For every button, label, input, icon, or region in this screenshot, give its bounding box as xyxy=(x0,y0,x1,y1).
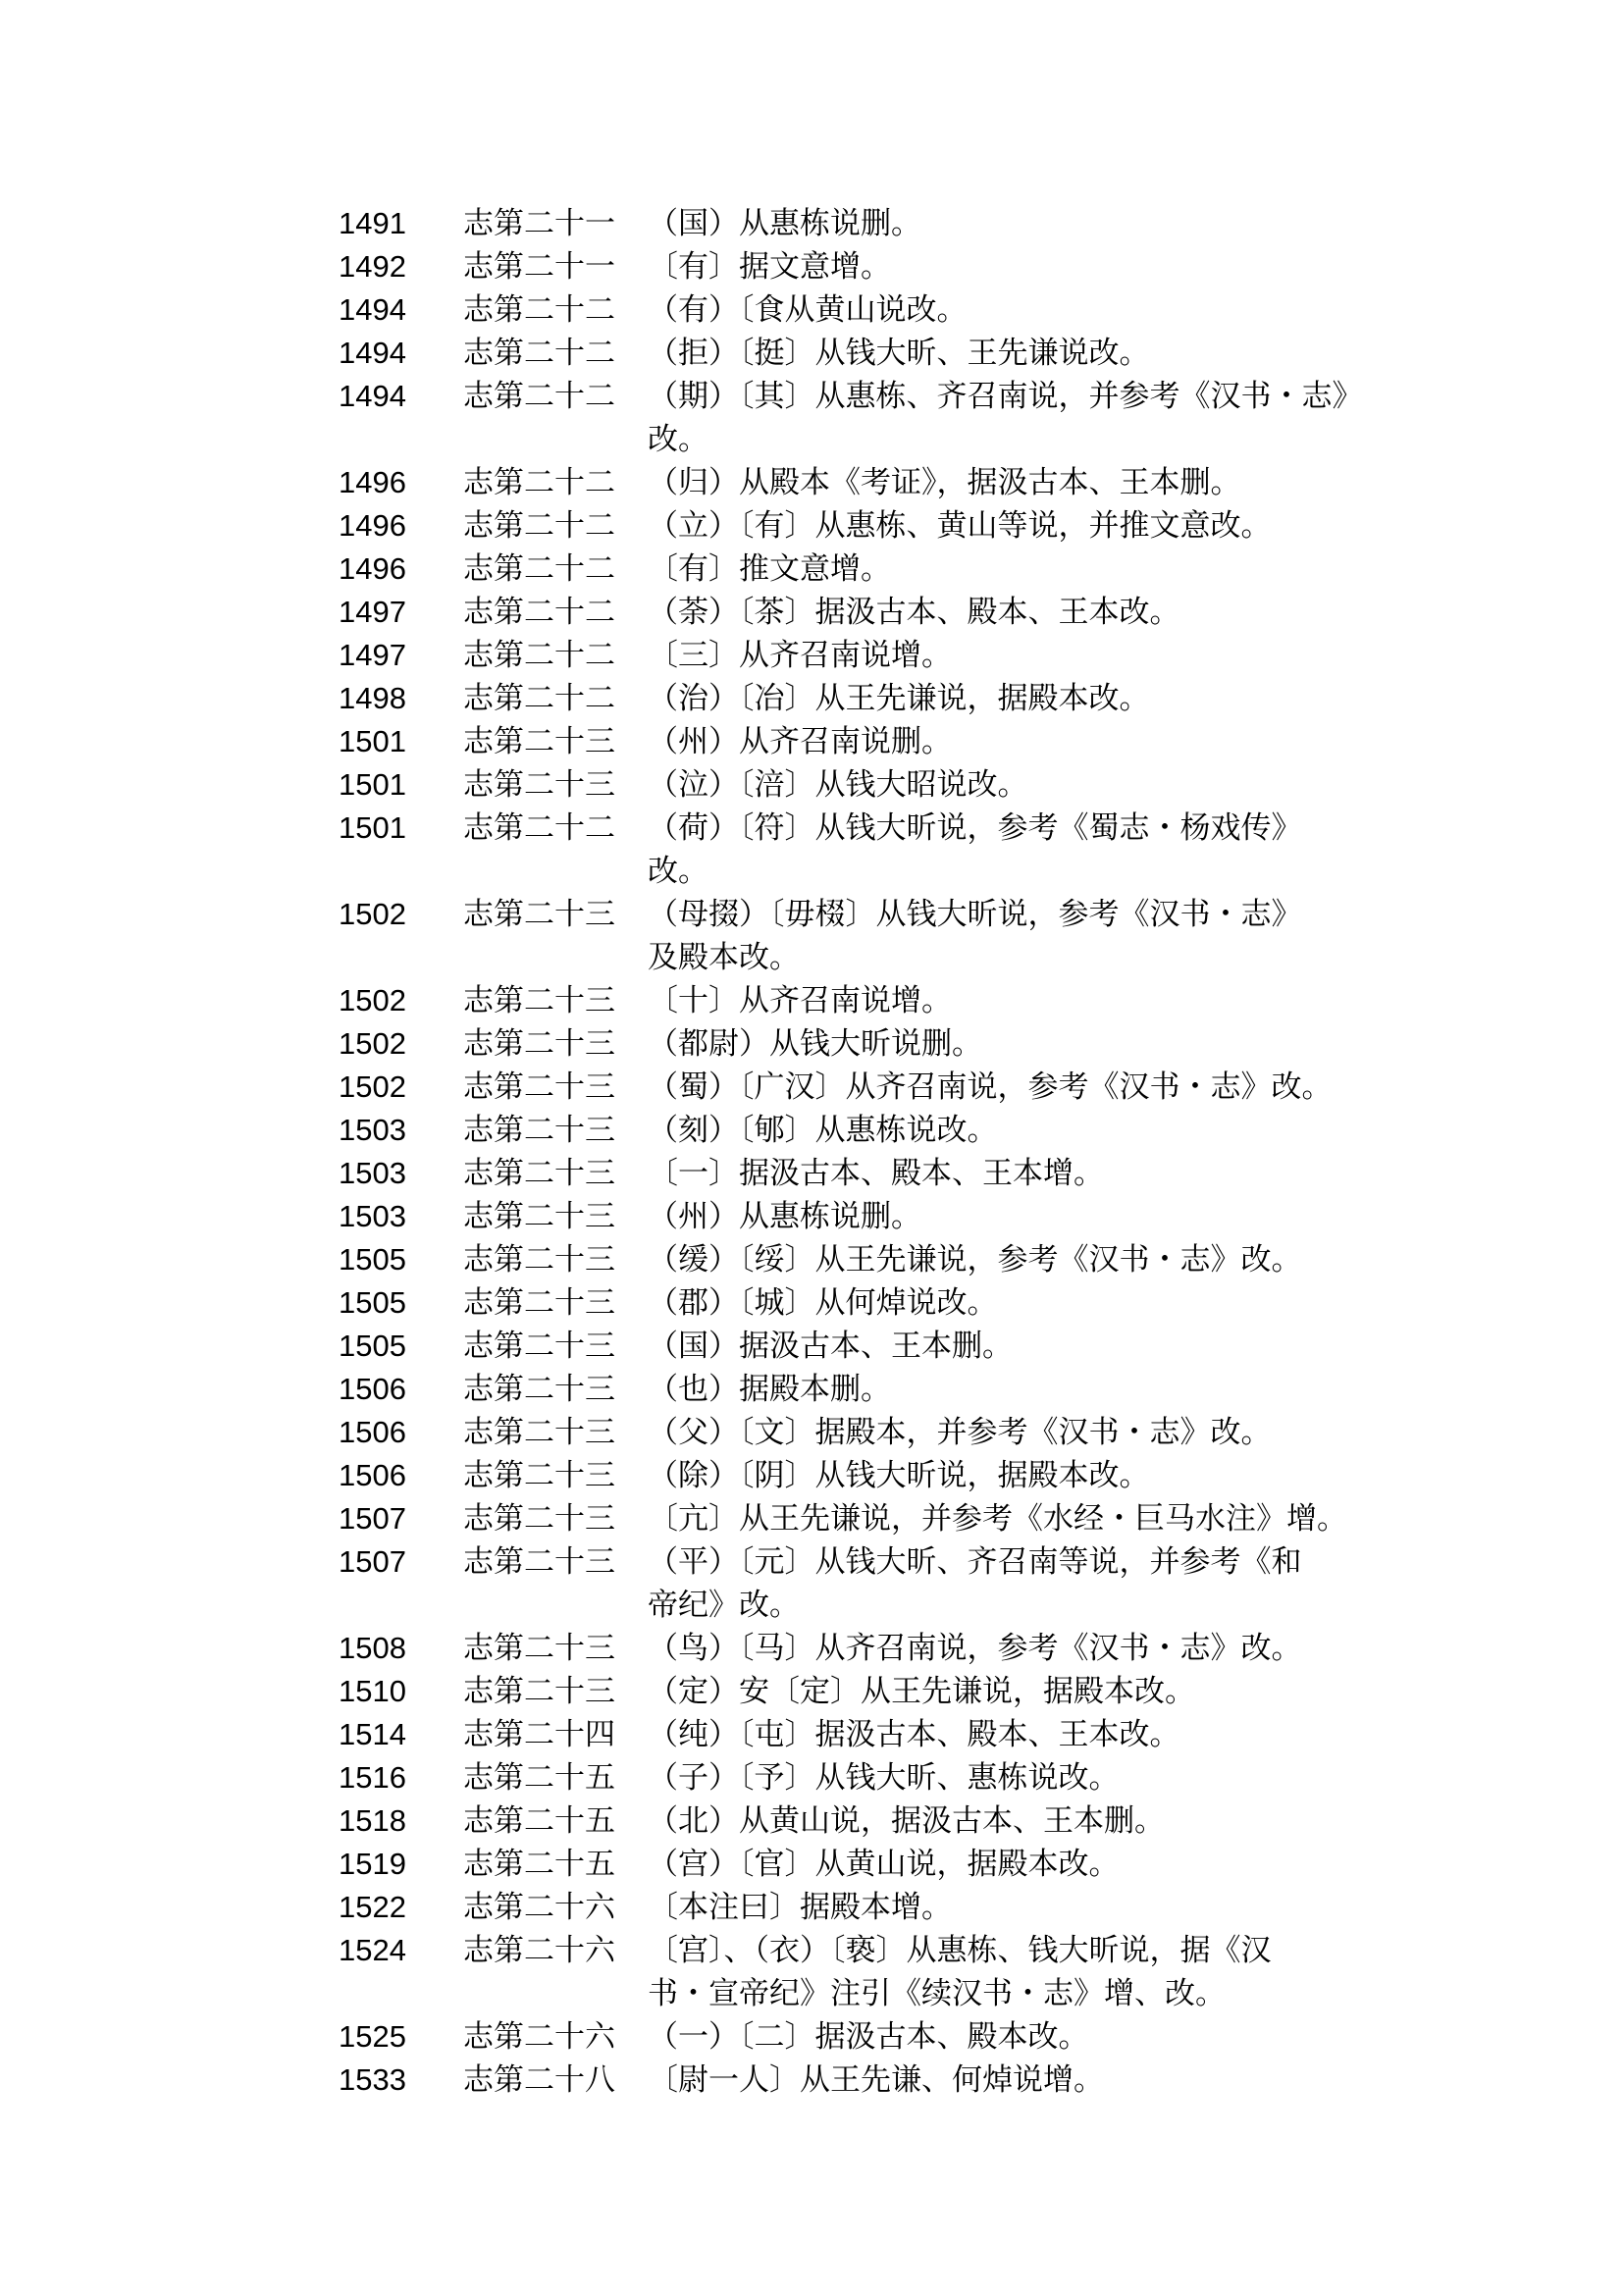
note-row xyxy=(339,504,1379,547)
page-number: 1506 xyxy=(339,1372,406,1406)
note-row xyxy=(339,1066,1379,1109)
note-row xyxy=(339,763,1379,807)
chapter-name: 志第二十三 xyxy=(463,1199,615,1234)
note-text xyxy=(648,1325,1379,1368)
note-text-line: 改。 xyxy=(648,422,708,457)
note-row xyxy=(339,1670,1379,1713)
note-row xyxy=(339,1756,1379,1799)
page-number: 1525 xyxy=(339,2019,406,2054)
chapter-name: 志第二十三 xyxy=(463,1026,615,1062)
note-text xyxy=(648,677,1379,720)
note-text-line: （除）〔阴〕从钱大昕说，据殿本改。 xyxy=(648,1458,1150,1493)
page-number: 1514 xyxy=(339,1717,406,1751)
note-text xyxy=(648,1670,1379,1713)
page-number: 1518 xyxy=(339,1803,406,1838)
note-text xyxy=(648,1627,1379,1670)
note-text-line: 〔有〕据文意增。 xyxy=(648,249,891,285)
page-number: 1533 xyxy=(339,2062,406,2097)
note-text xyxy=(648,1929,1379,2015)
note-row xyxy=(339,893,1379,979)
note-row xyxy=(339,1281,1379,1325)
page-number: 1516 xyxy=(339,1760,406,1795)
note-text xyxy=(648,1540,1379,1627)
chapter-name: 志第二十四 xyxy=(463,1717,615,1752)
page-number: 1494 xyxy=(339,336,406,370)
note-text-line: （期）〔其〕从惠栋、齐召南说，并参考《汉书・志》 xyxy=(648,379,1363,414)
note-row xyxy=(339,807,1379,893)
note-row xyxy=(339,1195,1379,1238)
note-row xyxy=(339,375,1379,461)
chapter-name: 志第二十三 xyxy=(463,1458,615,1493)
note-text xyxy=(648,1454,1379,1497)
note-text-line: （定）安〔定〕从王先谦说，据殿本改。 xyxy=(648,1674,1195,1709)
note-text-line: （州）从齐召南说删。 xyxy=(648,724,952,759)
page-number: 1506 xyxy=(339,1458,406,1492)
note-text-line: 〔一〕据汲古本、殿本、王本增。 xyxy=(648,1156,1104,1191)
note-text-line: （刻）〔郇〕从惠栋说改。 xyxy=(648,1113,998,1148)
page-number: 1507 xyxy=(339,1544,406,1579)
collation-notes-list xyxy=(339,202,1379,2102)
chapter-name: 志第二十三 xyxy=(463,1113,615,1148)
chapter-name: 志第二十三 xyxy=(463,1329,615,1364)
note-text xyxy=(648,763,1379,807)
note-text xyxy=(648,2015,1379,2059)
note-text-line: （缓）〔绥〕从王先谦说，参考《汉书・志》改。 xyxy=(648,1242,1302,1277)
note-row xyxy=(339,1454,1379,1497)
note-text-line: 及殿本改。 xyxy=(648,940,800,975)
note-text xyxy=(648,1368,1379,1411)
note-text xyxy=(648,1886,1379,1929)
note-text xyxy=(648,1497,1379,1540)
chapter-name: 志第二十三 xyxy=(463,1372,615,1407)
chapter-name: 志第二十三 xyxy=(463,1242,615,1277)
note-text xyxy=(648,2059,1379,2102)
note-text-line: （国）据汲古本、王本删。 xyxy=(648,1329,1013,1364)
chapter-name: 志第二十三 xyxy=(463,1544,615,1580)
note-text xyxy=(648,1713,1379,1756)
chapter-name: 志第二十六 xyxy=(463,1890,615,1925)
page-number: 1498 xyxy=(339,681,406,715)
page-number: 1503 xyxy=(339,1156,406,1190)
note-row xyxy=(339,2059,1379,2102)
note-text xyxy=(648,979,1379,1022)
note-text xyxy=(648,202,1379,245)
note-text xyxy=(648,1022,1379,1066)
note-row xyxy=(339,677,1379,720)
chapter-name: 志第二十二 xyxy=(463,551,615,587)
note-text xyxy=(648,1238,1379,1281)
note-row xyxy=(339,332,1379,375)
note-text xyxy=(648,807,1379,893)
page-number: 1501 xyxy=(339,724,406,758)
note-text-line: 〔本注曰〕据殿本增。 xyxy=(648,1890,952,1925)
chapter-name: 志第二十五 xyxy=(463,1803,615,1839)
chapter-name: 志第二十二 xyxy=(463,336,615,371)
note-text-line: （拒）〔挺〕从钱大昕、王先谦说改。 xyxy=(648,336,1150,371)
note-row xyxy=(339,1713,1379,1756)
note-row xyxy=(339,1497,1379,1540)
note-text-line: （也）据殿本删。 xyxy=(648,1372,891,1407)
note-row xyxy=(339,547,1379,591)
note-row xyxy=(339,1325,1379,1368)
note-text xyxy=(648,1195,1379,1238)
note-row xyxy=(339,2015,1379,2059)
note-text xyxy=(648,1756,1379,1799)
page-number: 1503 xyxy=(339,1199,406,1233)
page-number: 1508 xyxy=(339,1631,406,1665)
page-number: 1507 xyxy=(339,1501,406,1536)
page-number: 1494 xyxy=(339,379,406,413)
note-row xyxy=(339,1411,1379,1454)
note-text xyxy=(648,245,1379,288)
chapter-name: 志第二十三 xyxy=(463,897,615,932)
note-text-line: 〔尉一人〕从王先谦、何焯说增。 xyxy=(648,2062,1104,2098)
note-text xyxy=(648,1411,1379,1454)
note-row xyxy=(339,634,1379,677)
note-text xyxy=(648,591,1379,634)
note-text-line: （一）〔二〕据汲古本、殿本改。 xyxy=(648,2019,1089,2055)
note-text-line: （平）〔元〕从钱大昕、齐召南等说，并参考《和 xyxy=(648,1544,1302,1580)
note-row xyxy=(339,1929,1379,2015)
page-number: 1519 xyxy=(339,1847,406,1881)
note-row xyxy=(339,1022,1379,1066)
note-text-line: （立）〔有〕从惠栋、黄山等说，并推文意改。 xyxy=(648,508,1272,544)
note-text xyxy=(648,720,1379,763)
note-text xyxy=(648,547,1379,591)
chapter-name: 志第二十二 xyxy=(463,595,615,630)
note-row xyxy=(339,1799,1379,1843)
note-row xyxy=(339,1843,1379,1886)
page-number: 1502 xyxy=(339,1026,406,1061)
note-text-line: （国）从惠栋说删。 xyxy=(648,206,921,241)
note-text xyxy=(648,634,1379,677)
note-row xyxy=(339,1886,1379,1929)
note-text-line: （州）从惠栋说删。 xyxy=(648,1199,921,1234)
page-number: 1505 xyxy=(339,1242,406,1277)
note-text xyxy=(648,1843,1379,1886)
note-text xyxy=(648,1281,1379,1325)
page-number: 1497 xyxy=(339,595,406,629)
note-text-line: 〔有〕推文意增。 xyxy=(648,551,891,587)
chapter-name: 志第二十一 xyxy=(463,206,615,241)
note-text xyxy=(648,288,1379,332)
chapter-name: 志第二十二 xyxy=(463,465,615,500)
chapter-name: 志第二十二 xyxy=(463,681,615,716)
note-text xyxy=(648,1066,1379,1109)
page-number: 1524 xyxy=(339,1933,406,1967)
chapter-name: 志第二十三 xyxy=(463,1501,615,1537)
chapter-name: 志第二十二 xyxy=(463,638,615,673)
page-number: 1503 xyxy=(339,1113,406,1147)
note-text-line: （都尉）从钱大昕说删。 xyxy=(648,1026,982,1062)
chapter-name: 志第二十二 xyxy=(463,292,615,328)
page-number: 1496 xyxy=(339,465,406,499)
note-text xyxy=(648,375,1379,461)
note-row xyxy=(339,1368,1379,1411)
chapter-name: 志第二十三 xyxy=(463,724,615,759)
note-text xyxy=(648,1799,1379,1843)
note-text-line: （纯）〔屯〕据汲古本、殿本、王本改。 xyxy=(648,1717,1180,1752)
chapter-name: 志第二十八 xyxy=(463,2062,615,2098)
note-text-line: 〔三〕从齐召南说增。 xyxy=(648,638,952,673)
note-text-line: （治）〔冶〕从王先谦说，据殿本改。 xyxy=(648,681,1150,716)
chapter-name: 志第二十三 xyxy=(463,983,615,1018)
note-text xyxy=(648,1109,1379,1152)
note-text xyxy=(648,461,1379,504)
page-number: 1510 xyxy=(339,1674,406,1708)
page-number: 1506 xyxy=(339,1415,406,1449)
chapter-name: 志第二十三 xyxy=(463,1156,615,1191)
note-text xyxy=(648,1152,1379,1195)
note-row xyxy=(339,1152,1379,1195)
page-number: 1494 xyxy=(339,292,406,327)
page-number: 1502 xyxy=(339,983,406,1017)
note-row xyxy=(339,461,1379,504)
note-row xyxy=(339,979,1379,1022)
note-text-line: （父）〔文〕据殿本，并参考《汉书・志》改。 xyxy=(648,1415,1272,1450)
page-number: 1497 xyxy=(339,638,406,672)
note-text-line: 改。 xyxy=(648,854,708,889)
chapter-name: 志第二十三 xyxy=(463,1674,615,1709)
note-text xyxy=(648,893,1379,979)
note-row xyxy=(339,1627,1379,1670)
chapter-name: 志第二十五 xyxy=(463,1760,615,1796)
note-text-line: （郡）〔城〕从何焯说改。 xyxy=(648,1285,998,1321)
note-text-line: 〔十〕从齐召南说增。 xyxy=(648,983,952,1018)
chapter-name: 志第二十六 xyxy=(463,1933,615,1968)
note-text-line: 〔亢〕从王先谦说，并参考《水经・巨马水注》增。 xyxy=(648,1501,1347,1537)
chapter-name: 志第二十三 xyxy=(463,1285,615,1321)
note-text-line: （鸟）〔马〕从齐召南说，参考《汉书・志》改。 xyxy=(648,1631,1302,1666)
note-text-line: 帝纪》改。 xyxy=(648,1588,800,1623)
page-number: 1491 xyxy=(339,206,406,240)
page-number: 1522 xyxy=(339,1890,406,1924)
chapter-name: 志第二十三 xyxy=(463,1415,615,1450)
chapter-name: 志第二十三 xyxy=(463,1631,615,1666)
note-row xyxy=(339,720,1379,763)
note-text-line: （归）从殿本《考证》，据汲古本、王本删。 xyxy=(648,465,1241,500)
note-text-line: （北）从黄山说，据汲古本、王本删。 xyxy=(648,1803,1165,1839)
chapter-name: 志第二十五 xyxy=(463,1847,615,1882)
chapter-name: 志第二十三 xyxy=(463,1069,615,1105)
chapter-name: 志第二十一 xyxy=(463,249,615,285)
page-number: 1505 xyxy=(339,1285,406,1320)
note-text-line: 书・宣帝纪》注引《续汉书・志》增、改。 xyxy=(648,1976,1226,2011)
note-text-line: （母掇）〔毋棳〕从钱大昕说，参考《汉书・志》 xyxy=(648,897,1302,932)
note-row xyxy=(339,1109,1379,1152)
note-text-line: （蜀）〔广汉〕从齐召南说，参考《汉书・志》改。 xyxy=(648,1069,1333,1105)
page-number: 1502 xyxy=(339,897,406,931)
page-number: 1501 xyxy=(339,767,406,802)
chapter-name: 志第二十三 xyxy=(463,767,615,803)
chapter-name: 志第二十二 xyxy=(463,379,615,414)
note-text-line: 〔宫〕、（衣）〔亵〕从惠栋、钱大昕说，据《汉 xyxy=(648,1933,1272,1968)
note-row xyxy=(339,1540,1379,1627)
note-text-line: （宫）〔官〕从黄山说，据殿本改。 xyxy=(648,1847,1120,1882)
page-number: 1501 xyxy=(339,810,406,845)
note-text-line: （子）〔予〕从钱大昕、惠栋说改。 xyxy=(648,1760,1120,1796)
note-row xyxy=(339,1238,1379,1281)
note-text-line: （荷）〔符〕从钱大昕说，参考《蜀志・杨戏传》 xyxy=(648,810,1302,846)
page-number: 1496 xyxy=(339,551,406,586)
note-text-line: （有）〔食从黄山说改。 xyxy=(648,292,968,328)
note-text xyxy=(648,332,1379,375)
chapter-name: 志第二十六 xyxy=(463,2019,615,2055)
chapter-name: 志第二十二 xyxy=(463,810,615,846)
page-number: 1492 xyxy=(339,249,406,284)
note-text xyxy=(648,504,1379,547)
note-row xyxy=(339,288,1379,332)
note-row xyxy=(339,591,1379,634)
note-text-line: （荼）〔茶〕据汲古本、殿本、王本改。 xyxy=(648,595,1180,630)
page-number: 1502 xyxy=(339,1069,406,1104)
page-number: 1505 xyxy=(339,1329,406,1363)
note-row xyxy=(339,245,1379,288)
page-number: 1496 xyxy=(339,508,406,543)
note-text-line: （泣）〔涪〕从钱大昭说改。 xyxy=(648,767,1028,803)
chapter-name: 志第二十二 xyxy=(463,508,615,544)
note-row xyxy=(339,202,1379,245)
